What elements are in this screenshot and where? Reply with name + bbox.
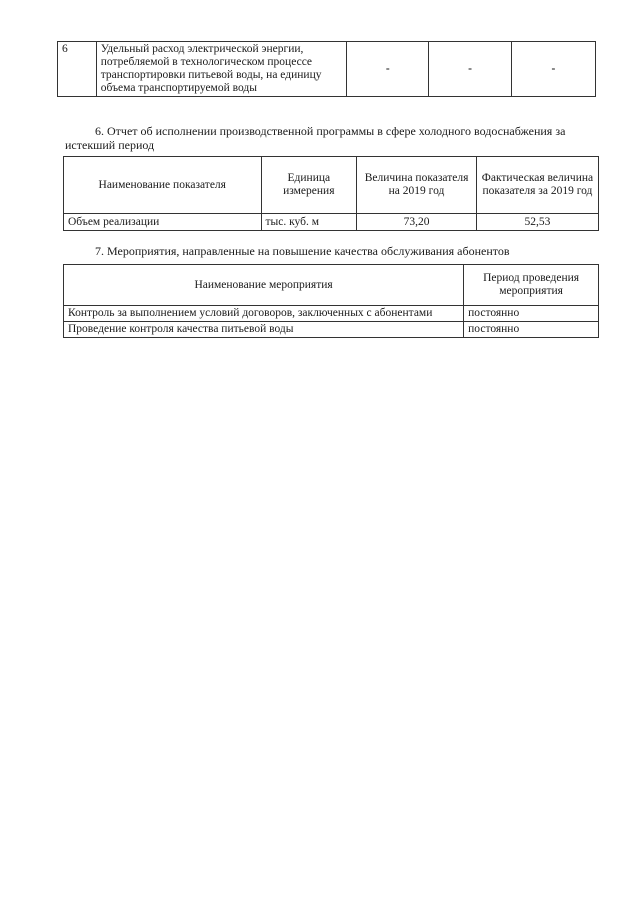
section-6-text: 6. Отчет об исполнении производственной программы в сфере холодного водоснабжения за истекший период — [65, 124, 566, 152]
section-6-heading — [65, 124, 617, 152]
value-cell: - — [347, 42, 429, 97]
indicator-name: Объем реализации — [64, 214, 262, 231]
table-header-row — [64, 265, 599, 306]
value-cell: - — [429, 42, 511, 97]
actual-value: 52,53 — [476, 214, 598, 231]
table-header-row — [64, 157, 599, 214]
table-row — [64, 214, 599, 231]
table-row — [64, 322, 599, 338]
column-header: Наименование показателя — [64, 157, 262, 214]
measure-period: постоянно — [464, 322, 599, 338]
table-row — [64, 306, 599, 322]
column-header: Единица измерения — [261, 157, 357, 214]
measure-name: Контроль за выполнением условий договоров, заключенных с абонентами — [64, 306, 464, 322]
measure-name: Проведение контроля качества питьевой воды — [64, 322, 464, 338]
column-header: Наименование мероприятия — [64, 265, 464, 306]
planned-value: 73,20 — [357, 214, 477, 231]
row-number: 6 — [58, 42, 97, 97]
indicators-table-continuation — [57, 41, 596, 97]
report-table — [63, 156, 599, 231]
column-header: Фактическая величина показателя за 2019 год — [476, 157, 598, 214]
indicator-name: Удельный расход электрической энергии, потребляемой в технологическом процессе транспортировки питьевой воды, на единицу объема транспортируемой воды — [96, 42, 346, 97]
table-row — [58, 42, 596, 97]
unit-cell: тыс. куб. м — [261, 214, 357, 231]
column-header: Величина показателя на 2019 год — [357, 157, 477, 214]
section-7-heading: 7. Мероприятия, направленные на повышение качества обслуживания абонентов — [95, 244, 510, 258]
value-cell: - — [511, 42, 595, 97]
measures-table — [63, 264, 599, 338]
column-header: Период проведения мероприятия — [464, 265, 599, 306]
measure-period: постоянно — [464, 306, 599, 322]
